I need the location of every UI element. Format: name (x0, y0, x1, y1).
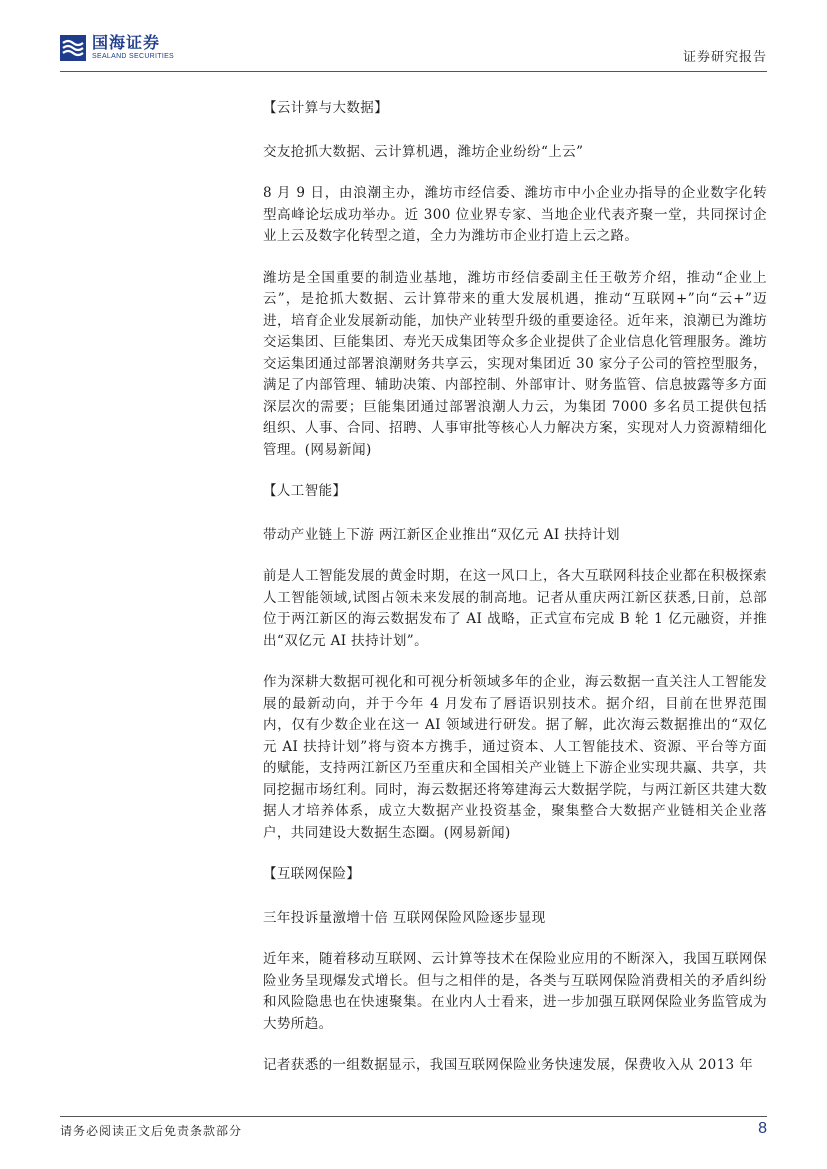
company-logo (60, 34, 174, 61)
section-title-ai: 【人工智能】 (263, 483, 347, 499)
headline-ai: 带动产业链上下游 两江新区企业推出“双亿元 AI 扶持计划 (263, 526, 620, 543)
paragraph: 近年来，随着移动互联网、云计算等技术在保险业应用的不断深入，我国互联网保险业务呈现爆发式增长。但与之相伴的是，各类与互联网保险消费相关的矛盾纠纷和风险隐患也在快速聚集。在业内人士看来，进一步加强互联网保险业务监管成为大势所趋。 (263, 951, 767, 1032)
headline-cloud: 交友抢抓大数据、云计算机遇，潍坊企业纷纷“上云” (263, 143, 584, 160)
sealand-logo-icon (60, 35, 86, 61)
paragraph: 前是人工智能发展的黄金时期，在这一风口上，各大互联网科技企业都在积极探索人工智能领域,试图占领未来发展的制高地。记者从重庆两江新区获悉,日前，总部位于两江新区的海云数据发布了 AI 战略，正式宣布完成 B 轮 1 亿元融资，并推出“双亿元 AI 扶持计划”。 (263, 568, 767, 649)
logo-chinese-name: 国海证券 (92, 33, 161, 52)
header-divider (60, 71, 767, 72)
paragraph: 作为深耕大数据可视化和可视分析领域多年的企业，海云数据一直关注人工智能发展的最新动向，并于今年 4 月发布了唇语识别技术。据介绍，目前在世界范围内，仅有少数企业在这一 AI 领域进行研发。据了解，此次海云数据推出的“双亿元 AI 扶持计划”将与资本方携手，通过资本、人工智能技术、资源、平台等方面的赋能，支持两江新区乃至重庆和全国相关产业链上下游企业实现共赢、共享，共同挖掘市场红利。同时，海云数据还将筹建海云大数据学院，与两江新区共建大数据人才培养体系，成立大数据产业投资基金，聚集整合大数据产业链相关企业落户，共同建设大数据生态圈。(网易新闻) (263, 674, 767, 841)
headline-insurance: 三年投诉量激增十倍 互联网保险风险逐步显现 (263, 909, 546, 926)
page-header (60, 34, 767, 70)
section-title-cloud: 【云计算与大数据】 (263, 100, 389, 116)
disclaimer-note: 请务必阅读正文后免责条款部分 (60, 1124, 243, 1138)
footer-divider (60, 1116, 767, 1117)
paragraph: 8 月 9 日，由浪潮主办，潍坊市经信委、潍坊市中小企业办指导的企业数字化转型高峰论坛成功举办。近 300 位业界专家、当地企业代表齐聚一堂，共同探讨企业上云及数字化转型之道，全力为潍坊市企业打造上云之路。 (263, 185, 767, 244)
report-type-label: 证券研究报告 (682, 50, 767, 65)
logo-english-name: SEALAND SECURITIES (92, 53, 175, 60)
page-number: 8 (758, 1120, 767, 1137)
section-title-insurance: 【互联网保险】 (263, 866, 361, 882)
article-body (263, 86, 767, 1077)
paragraph: 潍坊是全国重要的制造业基地，潍坊市经信委副主任王敬芳介绍，推动“企业上云”，是抢抓大数据、云计算带来的重大发展机遇，推动“互联网+”向“云+”迈进，培育企业发展新动能，加快产业转型升级的重要途径。近年来，浪潮已为潍坊交运集团、巨能集团、寿光天成集团等众多企业提供了企业信息化管理服务。潍坊交运集团通过部署浪潮财务共享云，实现对集团近 30 家分子公司的管控型服务，满足了内部管理、辅助决策、内部控制、外部审计、财务监管、信息披露等多方面深层次的需要；巨能集团通过部署浪潮人力云，为集团 7000 多名员工提供包括组织、人事、合同、招聘、人事审批等核心人力解决方案，实现对人力资源精细化管理。(网易新闻) (263, 269, 767, 458)
paragraph: 记者获悉的一组数据显示，我国互联网保险业务快速发展，保费收入从 2013 年 (263, 1057, 754, 1073)
